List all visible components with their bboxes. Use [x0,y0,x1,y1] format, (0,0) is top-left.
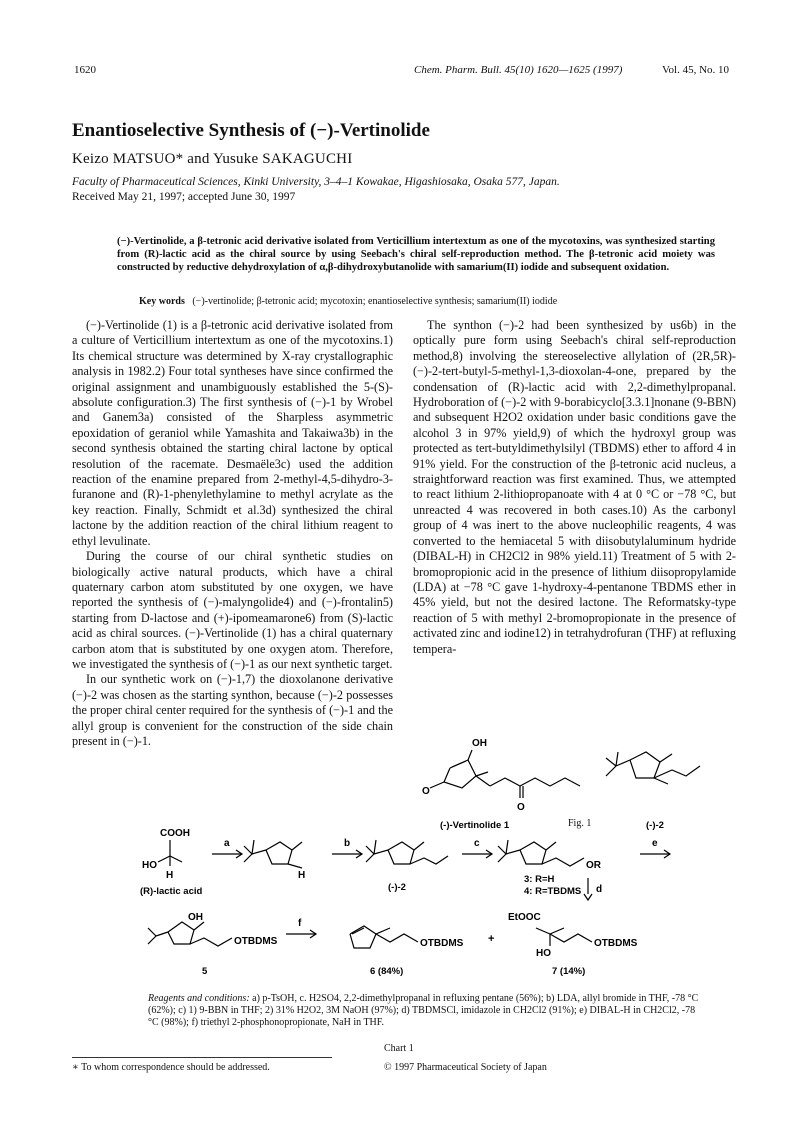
h-label: H [298,870,306,881]
keywords-list: (−)-vertinolide; β-tetronic acid; mycotoxin; enantioselective synthesis; samarium(II) iodide [192,296,558,307]
ho-label: HO [536,948,551,959]
o-label: O [517,802,525,813]
received-dates: Received May 21, 1997; accepted June 30, 1997 [72,191,296,203]
figure-1-structures [410,730,740,830]
paragraph: The synthon (−)-2 had been synthesized by us6b) in the optically pure form using Seebach's chiral self-reproduction method,8) involving the stereoselective allylation of (2R,5R)-(−)-2-tert-butyl-5-methyl-1,3-dioxolan-4-one, prepared by the condensation of (R)-lactic acid with 2,2-dimethylpropanal. Hydroboration of (−)-2 with 9-borabicyclo[3.3.1]nonane (9-BBN) and subsequent H2O2 oxidation under basic conditions gave the alcohol 3 in 97% yield,9) of which the hydroxyl group was protected as tert-butyldimethylsilyl (TBDMS) ether to afford 4 in 91% yield. For the construction of the β-tetronic acid nucleus, a straightforward reaction was first examined. Thus, we attempted to react lithium 2-lithiopropanoate with 4 at 0 °C or −78 °C, but unreacted 4 was recovered in both cases.10) As the carbonyl group of 4 was inert to the above nucleophilic reagents, 4 was converted to the hemiacetal 5 with diisobutylaluminum hydride (DIBAL-H) in CH2Cl2 in 98% yield.11) Treatment of 5 with 2-bromopropionic acid in the presence of lithium diisopropylamide (LDA) at −78 °C gave 1-hydroxy-4-pentanone TBDMS ether in 45% yield, but not the desired lactone. The Reformatsky-type reaction of 5 with methyl 2-bromopropionate in the presence of activated zinc and iodine12) in tetrahydrofuran (THF) at refluxing tempera- [413,318,736,656]
paragraph: (−)-Vertinolide (1) is a β-tetronic acid derivative isolated from a culture of Verticillium intertextum as one of the mycotoxins.1) Its chemical structure was determined by X-ray crystallographic analysis in 1982.2) Four total syntheses have since confirmed the original assignment and unambiguously established the 5-(S)-absolute configuration.3) The first synthesis of (−)-1 by Wrobel and Ganem3a) consisted of the Sharpless asymmetric epoxidation of geraniol while Yamashita and Takaiwa3b) in the second synthesis obtained the starting chiral lactone by optical resolution of the racemate. Desmaële3c) used the addition reaction of the enamine prepared from 2-methyl-4,5-dihydro-3-furanone and (R)-1-phenylethylamine to methyl acrylate as the key reaction. Finally, Schmidt et al.3d) synthesized the chiral lactone by the addition reaction of the chiral lithium reagent to ethyl levulinate. [72,318,393,548]
chart-1-scheme [140,822,700,992]
chart1-caption: Chart 1 [384,1043,414,1054]
step-f: f [298,918,302,929]
authors: Keizo MATSUO* and Yusuke SAKAGUCHI [72,151,353,167]
lactic-acid-label: (R)-lactic acid [140,886,203,897]
footnote-rule [72,1057,332,1058]
left-column [72,318,393,749]
copyright: © 1997 Pharmaceutical Society of Japan [384,1062,547,1073]
abstract: (−)-Vertinolide, a β-tetronic acid derivative isolated from Verticillium intertextum as one of the mycotoxins, was synthesized starting from (R)-lactic acid as the chiral source by using Seebach's chiral self-reproduction method. The β-tetronic acid moiety was constructed by reductive dehydroxylation of α,β-dihydroxybutanolide with samarium(II) iodide and subsequent oxidation. [117,236,715,273]
h-label: H [166,870,174,881]
oh-label: OH [188,912,203,923]
compound-2-label: (-)-2 [388,882,406,893]
conditions-text: a) p-TsOH, c. H2SO4, 2,2-dimethylpropanal in refluxing pentane (56%); b) LDA, allyl bromide in THF, -78 °C (62%); c) 1) 9-BBN in THF; 2) 31% H2O2, 3M NaOH (97%); d) TBDMSCl, imidazole in CH2Cl2 (91%); e) DIBAL-H in CH2Cl2, -78 °C (98%); f) triethyl 2-phosphonopropionate, NaH in THF. [148,993,699,1028]
compound-6-label: 6 (84%) [370,966,404,977]
or-label: OR [586,860,601,871]
step-c: c [474,838,480,849]
paragraph: During the course of our chiral synthetic studies on biologically active natural products, which have a chiral quaternary carbon atom substituted by one oxygen, we have reported the synthesis of (−)-malyngolide4) and (−)-frontalin5) starting from D-lactose and (+)-ipomeamarone6) from (S)-lactic acid as chiral sources. (−)-Vertinolide (1) has a chiral quaternary carbon atom that is substituted by one oxygen atom. Therefore, we investigated the synthesis of (−)-1 as our next synthetic target. [72,549,393,671]
ho-label: HO [142,860,157,871]
right-column [413,318,736,657]
volume-info: Vol. 45, No. 10 [662,64,730,76]
plus-sign: + [488,933,495,945]
oh-label: OH [472,738,487,749]
step-d: d [596,884,603,895]
o-label: O [422,786,430,797]
otbdms-label: OTBDMS [594,938,638,949]
keywords-label: Key words [139,296,185,307]
step-a: a [224,838,230,849]
otbdms-label: OTBDMS [234,936,278,947]
compound-5-label: 5 [202,966,208,977]
cooh-label: COOH [160,828,190,839]
paragraph: In our synthetic work on (−)-1,7) the dioxolanone derivative (−)-2 was chosen as the starting synthon, because (−)-2 possesses the proper chiral center required for the synthesis of (−)-1 and the allyl group is convenient for the construction of the side chain present in (−)-1. [72,672,393,748]
reagents-conditions [148,993,708,1029]
conditions-label: Reagents and conditions: [148,993,250,1004]
compound-4-label: 4: R=TBDMS [524,886,582,897]
otbdms-label: OTBDMS [420,938,464,949]
etooc-label: EtOOC [508,912,541,923]
step-e: e [652,838,658,849]
fig1-label-2: (-)-2 [646,820,664,830]
keywords [139,296,739,307]
fig1-label-1: (-)-Vertinolide 1 [440,820,510,830]
journal-citation: Chem. Pharm. Bull. 45(10) 1620—1625 (1997) [414,64,623,76]
article-title: Enantioselective Synthesis of (−)-Vertinolide [72,120,430,141]
correspondence-note: ∗ To whom correspondence should be addressed. [72,1062,270,1073]
compound-7-label: 7 (14%) [552,966,586,977]
affiliation: Faculty of Pharmaceutical Sciences, Kinki University, 3–4–1 Kowakae, Higashiosaka, Osaka 577, Japan. [72,176,560,188]
page-number: 1620 [74,64,96,76]
step-b: b [344,838,351,849]
fig1-caption: Fig. 1 [568,818,592,829]
compound-3-label: 3: R=H [524,874,555,885]
